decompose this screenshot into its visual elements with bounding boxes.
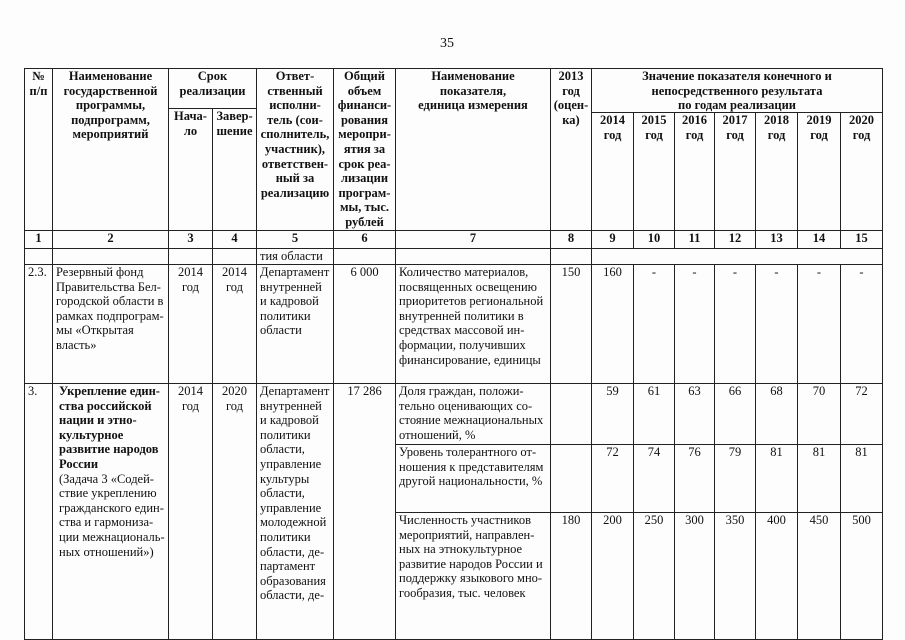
carry-cell [333,248,396,265]
row-3-indicator-1-value: 72 [840,383,883,445]
row-3-indicator-3-value: 350 [714,512,756,640]
header-indicator: Наименование показателя, единица измерения [395,68,551,231]
col-number: 1 [24,230,53,249]
row-3-indicator-1-value: 63 [674,383,715,445]
row-3-indicator-2-value: 81 [755,444,798,513]
row-3-indicator-1-value: 68 [755,383,798,445]
row-23-financing: 6 000 [333,264,396,384]
header-year: 2014 год [591,112,634,231]
row-3-end: 2020 год [212,383,257,640]
row-3-indicator-3-value: 200 [591,512,634,640]
carry-cell [591,248,883,265]
col-number: 11 [674,230,715,249]
row-3-num: 3. [24,383,53,640]
row-3-indicator-2-value: 74 [633,444,675,513]
col-number: 6 [333,230,396,249]
col-number: 5 [256,230,334,249]
col-number: 10 [633,230,675,249]
header-year: 2015 год [633,112,675,231]
row-3-indicator-2-2013 [550,444,592,513]
row-3-indicator-3-value: 250 [633,512,675,640]
header-responsible: Ответ- ственный исполни- тель (сои- сполнитель, участник), ответствен- ный за реализацию [256,68,334,231]
row-23-2013: 150 [550,264,592,384]
header-financing: Общий объем финанси- рования меропри- ятия за срок реа- лизации програм- мы, тыс. рублей [333,68,396,231]
row-3-indicator-3-value: 500 [840,512,883,640]
row-23-value: - [633,264,675,384]
col-number: 14 [797,230,841,249]
row-3-indicator-2-value: 76 [674,444,715,513]
header-2013: 2013 год (оцен- ка) [550,68,592,231]
page-number: 35 [440,36,454,51]
row-3-indicator-2-value: 79 [714,444,756,513]
carry-cell [395,248,551,265]
row-3-indicator-3-value: 300 [674,512,715,640]
carry-cell [212,248,257,265]
row-3-indicator-1-value: 61 [633,383,675,445]
col-number: 4 [212,230,257,249]
carry-cell [24,248,53,265]
header-end: Завер- шение [212,108,257,231]
col-number: 2 [52,230,169,249]
row-23-value: - [714,264,756,384]
row-23-value: - [797,264,841,384]
col-number: 7 [395,230,551,249]
row-3-indicator-2-value: 81 [797,444,841,513]
row-23-name: Резервный фонд Правительства Бел- городской области в рамках подпрограм- мы «Открытая власть» [52,264,169,384]
header-year: 2020 год [840,112,883,231]
header-year: 2018 год [755,112,798,231]
row-3-indicator-1-value: 70 [797,383,841,445]
col-number: 13 [755,230,798,249]
header-num: № п/п [24,68,53,231]
row-3-indicator-1: Доля граждан, положи- тельно оценивающих со- стояние межнациональных отношений, % [395,383,551,445]
header-year: 2019 год [797,112,841,231]
row-3-start: 2014 год [168,383,213,640]
row-23-value: 160 [591,264,634,384]
row-3-financing: 17 286 [333,383,396,640]
carry-cell [52,248,169,265]
row-3-indicator-1-value: 66 [714,383,756,445]
row-3-responsible: Департамент внутренней и кадровой политики области, управление культуры области, управление молодежной политики области, де- партамент образования области, де- [256,383,334,640]
row-3-name [52,383,169,640]
col-number: 8 [550,230,592,249]
row-3-name-title: Укрепление един- ства российской нации и этно- культурное развитие народов России [59,384,160,471]
row-23-indicator: Количество материалов, посвященных освещению приоритетов региональной внутренней политики в средствах массовой ин- формации, получивших финансирование, единицы [395,264,551,384]
header-values: Значение показателя конечного и непосредственного результата по годам реализации [591,68,883,113]
row-3-indicator-2: Уровень толерантного от- ношения к представителям другой национальности, % [395,444,551,513]
header-name: Наименование государственной программы, подпрограмм, мероприятий [52,68,169,231]
row-23-end: 2014 год [212,264,257,384]
header-year: 2017 год [714,112,756,231]
row-23-value: - [674,264,715,384]
header-start: Нача- ло [168,108,213,231]
row-23-num: 2.3. [24,264,53,384]
col-number: 3 [168,230,213,249]
carry-cell [168,248,213,265]
col-number: 12 [714,230,756,249]
row-23-value: - [840,264,883,384]
row-3-indicator-2-value: 81 [840,444,883,513]
row-23-start: 2014 год [168,264,213,384]
carry-text: тия области [256,248,334,265]
row-3-indicator-3-2013: 180 [550,512,592,640]
row-3-name-task: (Задача 3 «Содей- ствие укреплению гражданского един- ства и гармониза- ции межнациональ- ных отношений») [59,471,165,559]
row-3-indicator-3-value: 400 [755,512,798,640]
row-3-indicator-1-2013 [550,383,592,445]
col-number: 15 [840,230,883,249]
row-3-indicator-2-value: 72 [591,444,634,513]
carry-cell [550,248,592,265]
row-3-indicator-3-value: 450 [797,512,841,640]
row-23-value: - [755,264,798,384]
col-number: 9 [591,230,634,249]
row-3-indicator-1-value: 59 [591,383,634,445]
row-3-indicator-3: Численность участников мероприятий, направлен- ных на этнокультурное развитие народов России и поддержку языкового мно- гообразия, тыс. человек [395,512,551,640]
row-23-responsible: Департамент внутренней и кадровой политики области [256,264,334,384]
header-srok: Срок реализации [168,68,257,109]
header-year: 2016 год [674,112,715,231]
